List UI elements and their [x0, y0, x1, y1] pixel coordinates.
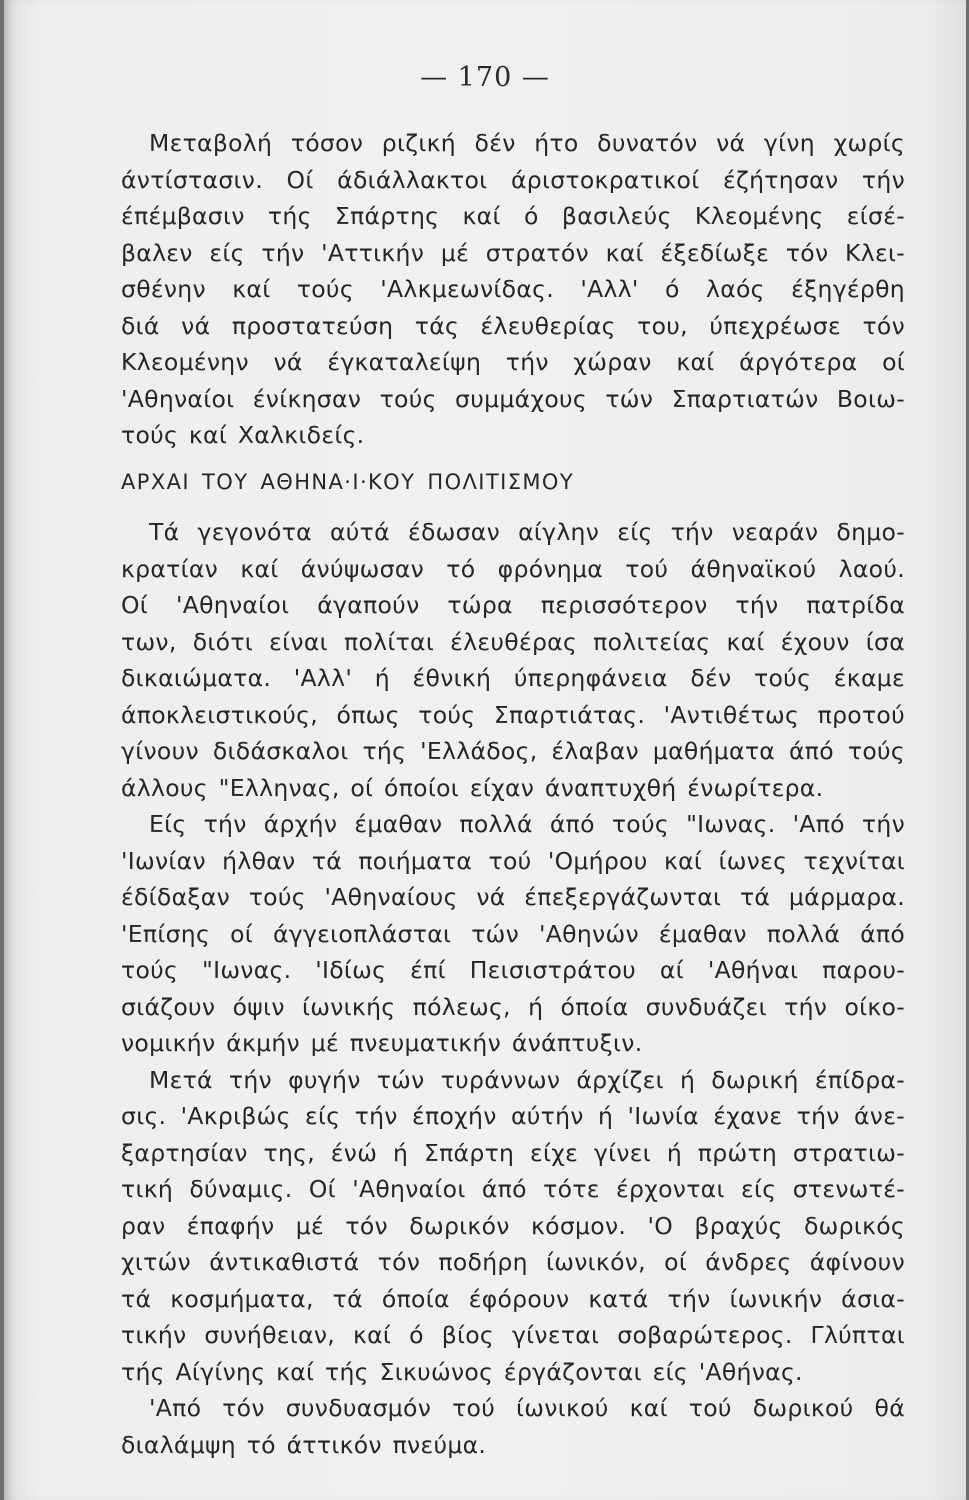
- page-body: [121, 125, 905, 1463]
- section-heading: ΑΡΧΑΙ ΤΟΥ ΑΘΗΝΑ·Ι·ΚΟΥ ΠΟΛΙΤΙΣΜΟΥ: [121, 469, 575, 494]
- paragraph-5: [121, 1390, 905, 1463]
- text-line: Μεταβολή τόσον ριζική δέν ήτο δυνατόν νά γίνη χωρίς: [149, 129, 905, 157]
- text-line: τική δύναμις. Οί 'Αθηναίοι άπό τότε έρχονται είς στενωτέ-: [121, 1175, 905, 1203]
- page-number: — 170 —: [420, 62, 550, 93]
- text-line: άποκλειστικούς, όπως τούς Σπαρτιάτας. 'Αντιθέτως προτού: [121, 700, 905, 729]
- text-line: Είς τήν άρχήν έμαθαν πολλά άπό τούς "Ιωνας. 'Από τήν: [149, 810, 905, 838]
- text-line: διαλάμψη τό άττικόν πνεύμα.: [121, 1430, 487, 1459]
- paragraph-1: [121, 125, 905, 454]
- text-line: κρατίαν καί άνύψωσαν τό φρόνημα τού άθηναϊκού λαού.: [121, 554, 905, 583]
- text-line: 'Από τόν συνδυασμόν τού ίωνικού καί τού δωρικού θά: [149, 1394, 905, 1422]
- text-line: νομικήν άκμήν μέ πνευματικήν άνάπτυξιν.: [121, 1029, 643, 1057]
- text-line: Οί 'Αθηναίοι άγαπούν τώρα περισσότερον τήν πατρίδα: [121, 591, 905, 619]
- text-line: ραν έπαφήν μέ τόν δωρικόν κόσμον. 'Ο βραχύς δωρικός: [121, 1211, 905, 1240]
- text-line: σιάζουν όψιν ίωνικής πόλεως, ή όποία συνδυάζει τήν οίκο-: [121, 992, 905, 1021]
- text-line: 'Ιωνίαν ήλθαν τά ποιήματα τού 'Ομήρου καί ίωνες τεχνίται: [121, 846, 905, 875]
- text-line: σις. 'Ακριβώς είς τήν έποχήν αύτήν ή 'Ιωνία έχανε τήν άνε-: [121, 1102, 905, 1130]
- text-line: ξαρτησίαν της, ένώ ή Σπάρτη είχε γίνει ή πρώτη στρατιω-: [121, 1138, 905, 1167]
- text-line: έπέμβασιν τής Σπάρτης καί ό βασιλεύς Κλεομένης είσέ-: [121, 202, 905, 230]
- text-line: τούς "Ιωνας. 'Ιδίως έπί Πεισιστράτου αί 'Αθήναι παρου-: [121, 956, 905, 984]
- text-line: Κλεομένην νά έγκαταλείψη τήν χώραν καί άργότερα οί: [121, 348, 905, 376]
- text-line: των, διότι είναι πολίται έλευθέρας πολιτείας καί έχουν ίσα: [121, 627, 905, 656]
- text-line: Μετά τήν φυγήν τών τυράννων άρχίζει ή δωρική έπίδρα-: [149, 1065, 905, 1094]
- text-line: τά κοσμήματα, τά όποία έφόρουν κατά τήν ίωνικήν άσια-: [121, 1284, 905, 1313]
- paragraph-3: [121, 806, 905, 1062]
- text-line: 'Επίσης οί άγγειοπλάσται τών 'Αθηνών έμαθαν πολλά άπό: [121, 919, 905, 948]
- book-page: [4, 0, 966, 1500]
- text-line: δικαιώματα. 'Αλλ' ή έθνική ύπερηφάνεια δέν τούς έκαμε: [121, 664, 905, 692]
- text-line: Τά γεγονότα αύτά έδωσαν αίγλην είς τήν νεαράν δημο-: [149, 518, 905, 546]
- text-line: διά νά προστατεύση τάς έλευθερίας του, ύπεχρέωσε τόν: [121, 311, 905, 340]
- text-line: 'Αθηναίοι ένίκησαν τούς συμμάχους τών Σπαρτιατών Βοιω-: [121, 384, 905, 413]
- text-line: χιτών άντικαθιστά τόν ποδήρη ίωνικόν, οί άνδρες άφίνουν: [121, 1248, 905, 1276]
- paragraph-2: [121, 514, 905, 806]
- text-line: τούς καί Χαλκιδείς.: [121, 421, 365, 449]
- text-line: άλλους "Ελληνας, οί όποίοι είχαν άναπτυχθή ένωρίτερα.: [121, 773, 824, 802]
- text-line: σθένην καί τούς 'Αλκμεωνίδας. 'Αλλ' ό λαός έξηγέρθη: [121, 275, 905, 303]
- text-line: τικήν συνήθειαν, καί ό βίος γίνεται σοβαρώτερος. Γλύπται: [121, 1321, 905, 1349]
- text-line: άντίστασιν. Οί άδιάλλακτοι άριστοκρατικοί έζήτησαν τήν: [121, 165, 905, 194]
- text-line: έδίδαξαν τούς 'Αθηναίους νά έπεξεργάζωνται τά μάρμαρα.: [121, 883, 905, 911]
- text-line: βαλεν είς τήν 'Αττικήν μέ στρατόν καί έξεδίωξε τόν Κλει-: [121, 238, 905, 267]
- text-line: γίνουν διδάσκαλοι τής 'Ελλάδος, έλαβαν μαθήματα άπό τούς: [121, 737, 905, 765]
- text-line: τής Αίγίνης καί τής Σικυώνος έργάζονται είς 'Αθήνας.: [121, 1357, 803, 1386]
- paragraph-4: [121, 1062, 905, 1391]
